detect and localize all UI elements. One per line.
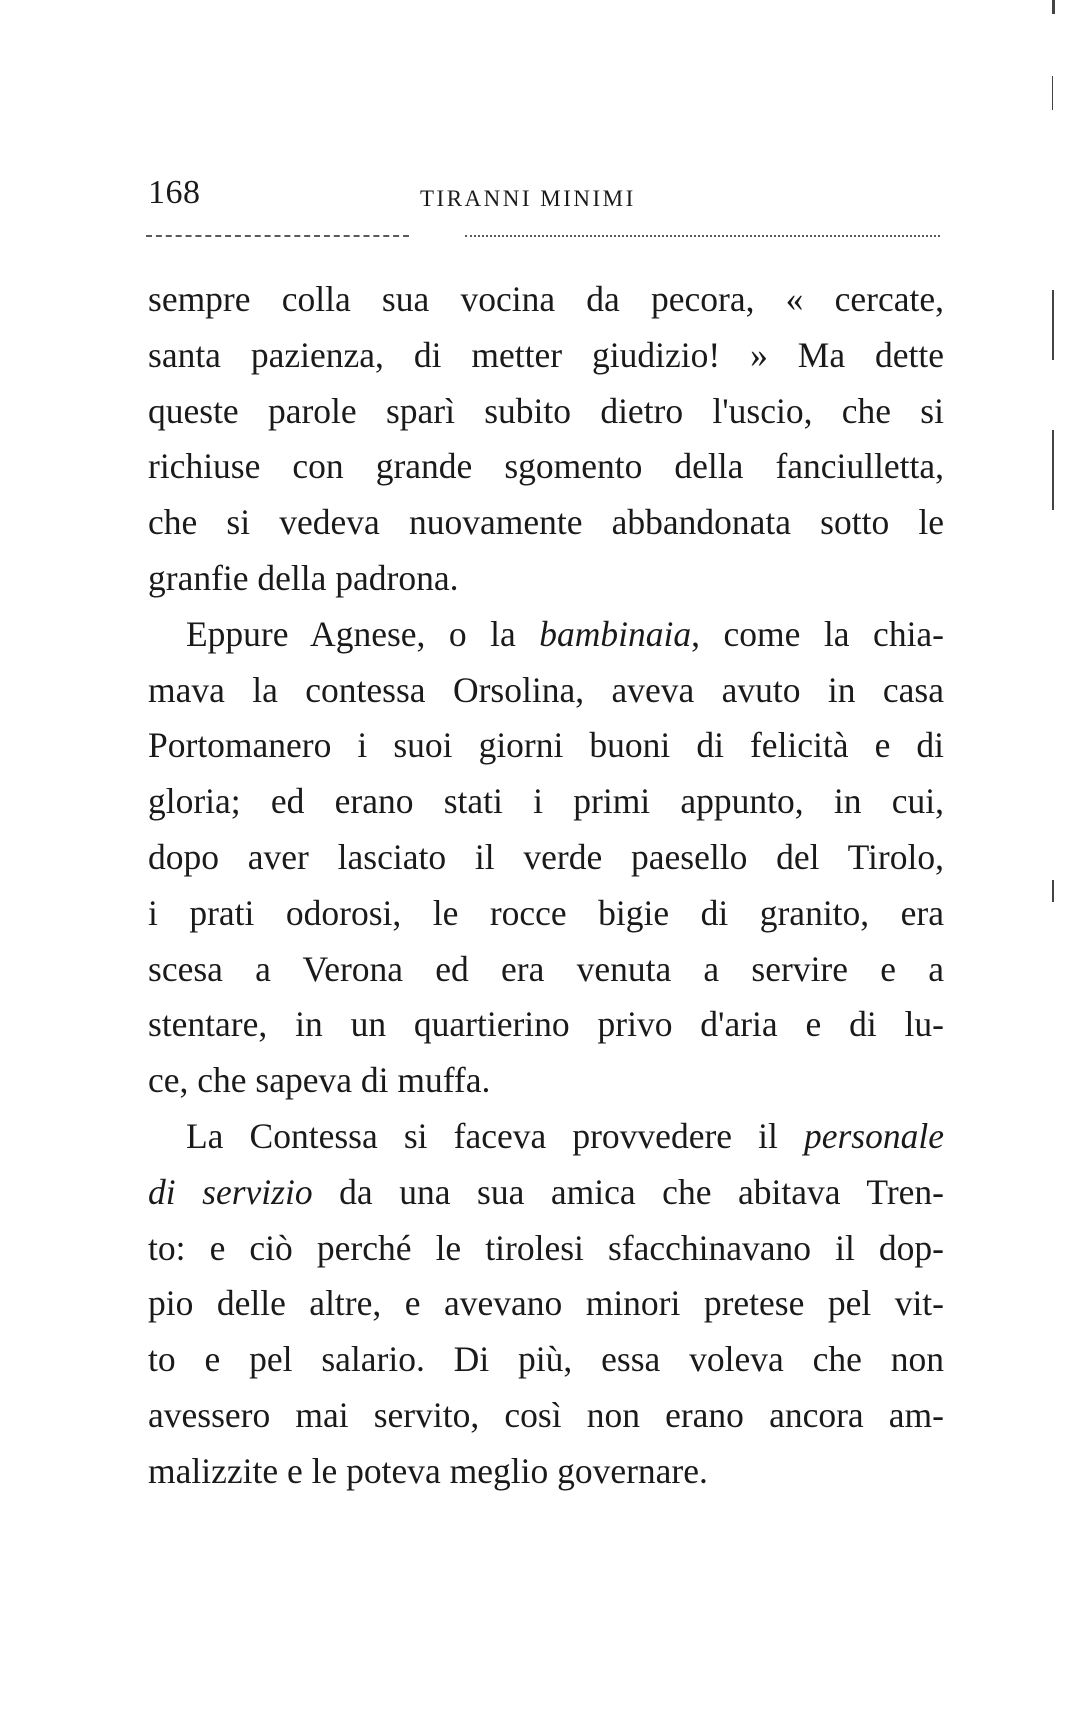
- text-line: granfie della padrona.: [148, 557, 459, 598]
- text-line: gloria; ed erano stati i primi appunto, in cui,: [148, 781, 944, 822]
- text-line: [148, 607, 944, 663]
- header-rule-left: [146, 235, 409, 237]
- text-line: to: e ciò perché le tirolesi sfacchinavano il dop-: [148, 1227, 944, 1268]
- text-line: [148, 1165, 944, 1221]
- text-line: santa pazienza, di metter giudizio! » Ma dette: [148, 334, 944, 375]
- text-line: [148, 1109, 944, 1165]
- text-line: pio delle altre, e avevano minori pretese pel vit-: [148, 1283, 944, 1324]
- text-run: da una sua amica che abitava Tren-: [312, 1171, 944, 1212]
- text-line: malizzite e le poteva meglio governare.: [148, 1450, 708, 1491]
- paragraph-2: [148, 607, 944, 1109]
- scan-artifact: [1052, 76, 1053, 110]
- italic-term: di servizio: [148, 1171, 313, 1212]
- text-line: avessero mai servito, così non erano ancora am-: [148, 1394, 944, 1435]
- text-line: stentare, in un quartierino privo d'aria e di lu-: [148, 1004, 944, 1045]
- text-line: ce, che sapeva di muffa.: [148, 1060, 491, 1101]
- text-line: queste parole sparì subito dietro l'uscio, che si: [148, 390, 944, 431]
- italic-term: personale: [803, 1115, 944, 1156]
- text-line: dopo aver lasciato il verde paesello del Tirolo,: [148, 836, 944, 877]
- text-run: Eppure Agnese, o la: [186, 613, 540, 654]
- paragraph-1: [148, 272, 944, 607]
- scan-artifact: [1052, 430, 1054, 510]
- text-line: i prati odorosi, le rocce bigie di granito, era: [148, 892, 944, 933]
- text-line: scesa a Verona ed era venuta a servire e a: [148, 948, 944, 989]
- scan-artifact: [1052, 0, 1055, 14]
- text-line: to e pel salario. Di più, essa voleva che non: [148, 1339, 944, 1380]
- text-line: richiuse con grande sgomento della fanciulletta,: [148, 446, 944, 487]
- running-title: TIRANNI MINIMI: [420, 186, 636, 211]
- text-line: Portomanero i suoi giorni buoni di felicità e di: [148, 725, 944, 766]
- page-header: [148, 172, 938, 222]
- scan-artifact: [1052, 290, 1054, 360]
- text-run: , come la chia-: [691, 613, 945, 654]
- text-line: mava la contessa Orsolina, aveva avuto in casa: [148, 669, 944, 710]
- text-run: La Contessa si faceva provvedere il: [186, 1115, 804, 1156]
- page-number: 168: [148, 174, 201, 211]
- italic-term: bambinaia: [539, 613, 692, 654]
- scan-edge-marks: [1046, 0, 1066, 1716]
- body-text: [148, 272, 944, 1500]
- header-rule-right: [465, 235, 940, 237]
- text-line: che si vedeva nuovamente abbandonata sotto le: [148, 502, 944, 543]
- text-line: sempre colla sua vocina da pecora, « cercate,: [148, 279, 944, 319]
- paragraph-3: [148, 1109, 944, 1500]
- scan-artifact: [1052, 880, 1054, 902]
